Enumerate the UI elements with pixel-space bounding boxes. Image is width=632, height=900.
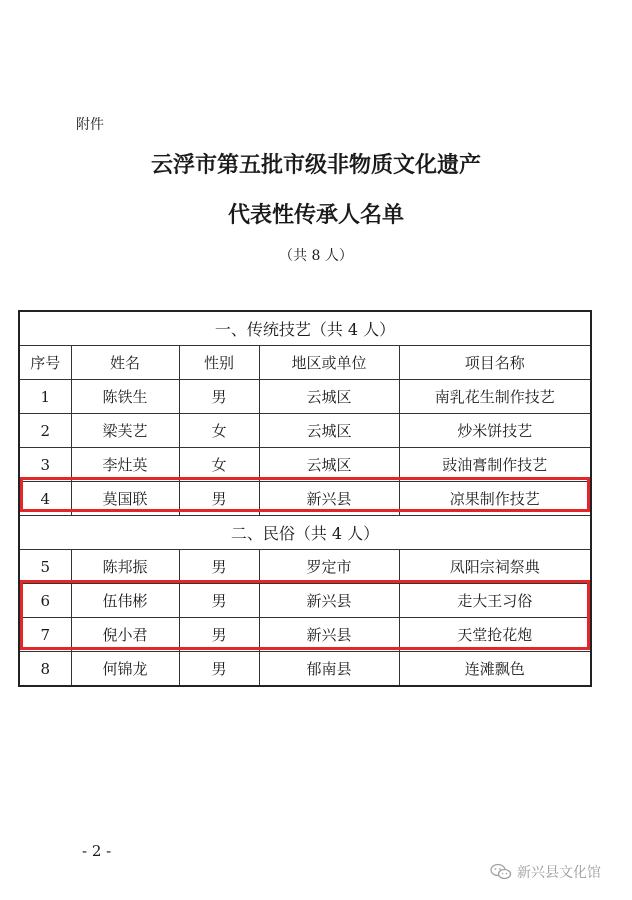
cell-region: 云城区 <box>259 380 399 414</box>
cell-index: 4 <box>19 482 71 516</box>
cell-project: 豉油膏制作技艺 <box>399 448 591 482</box>
cell-gender: 女 <box>179 448 259 482</box>
cell-index: 3 <box>19 448 71 482</box>
header-cell-project: 项目名称 <box>399 346 591 380</box>
wechat-icon <box>490 863 512 881</box>
cell-project: 炒米饼技艺 <box>399 414 591 448</box>
cell-gender: 男 <box>179 482 259 516</box>
cell-index: 2 <box>19 414 71 448</box>
highlight-box <box>20 477 590 512</box>
header-cell-name: 姓名 <box>71 346 179 380</box>
cell-name: 陈邦振 <box>71 550 179 584</box>
table-row <box>19 414 591 448</box>
header-cell-index: 序号 <box>19 346 71 380</box>
section-row <box>19 311 591 346</box>
watermark-text: 新兴县文化馆 <box>517 865 601 881</box>
cell-region: 云城区 <box>259 414 399 448</box>
table-row <box>19 652 591 687</box>
document-subtitle: 代表性传承人名单 <box>227 202 404 228</box>
cell-index: 5 <box>19 550 71 584</box>
cell-region: 新兴县 <box>259 584 399 618</box>
section-row <box>19 516 591 550</box>
cell-name: 伍伟彬 <box>71 584 179 618</box>
header-cell-gender: 性别 <box>179 346 259 380</box>
cell-project: 天堂抢花炮 <box>399 618 591 652</box>
cell-project: 凉果制作技艺 <box>399 482 591 516</box>
total-count: （共 8 人） <box>279 248 353 264</box>
page-number: - 2 - <box>82 842 112 860</box>
cell-index: 1 <box>19 380 71 414</box>
cell-region: 罗定市 <box>259 550 399 584</box>
cell-gender: 女 <box>179 414 259 448</box>
cell-name: 梁芙艺 <box>71 414 179 448</box>
cell-name: 倪小君 <box>71 618 179 652</box>
table-row <box>19 380 591 414</box>
cell-project: 南乳花生制作技艺 <box>399 380 591 414</box>
section-title: 一、传统技艺（共 4 人） <box>19 311 591 346</box>
attachment-label: 附件 <box>76 117 104 133</box>
cell-gender: 男 <box>179 380 259 414</box>
cell-index: 7 <box>19 618 71 652</box>
document-title: 云浮市第五批市级非物质文化遗产 <box>150 152 481 178</box>
watermark <box>490 862 601 882</box>
cell-index: 6 <box>19 584 71 618</box>
cell-name: 陈铁生 <box>71 380 179 414</box>
cell-project: 凤阳宗祠祭典 <box>399 550 591 584</box>
cell-index: 8 <box>19 652 71 687</box>
cell-project: 走大王习俗 <box>399 584 591 618</box>
cell-project: 连滩飘色 <box>399 652 591 687</box>
cell-name: 李灶英 <box>71 448 179 482</box>
cell-gender: 男 <box>179 652 259 687</box>
table-header-row <box>19 346 591 380</box>
cell-region: 新兴县 <box>259 482 399 516</box>
cell-gender: 男 <box>179 584 259 618</box>
cell-name: 何锦龙 <box>71 652 179 687</box>
cell-gender: 男 <box>179 550 259 584</box>
cell-gender: 男 <box>179 618 259 652</box>
cell-region: 郁南县 <box>259 652 399 687</box>
highlight-box <box>20 580 590 650</box>
cell-region: 新兴县 <box>259 618 399 652</box>
cell-region: 云城区 <box>259 448 399 482</box>
header-cell-region: 地区或单位 <box>259 346 399 380</box>
table-row <box>19 550 591 584</box>
cell-name: 莫国联 <box>71 482 179 516</box>
section-title: 二、民俗（共 4 人） <box>19 516 591 550</box>
